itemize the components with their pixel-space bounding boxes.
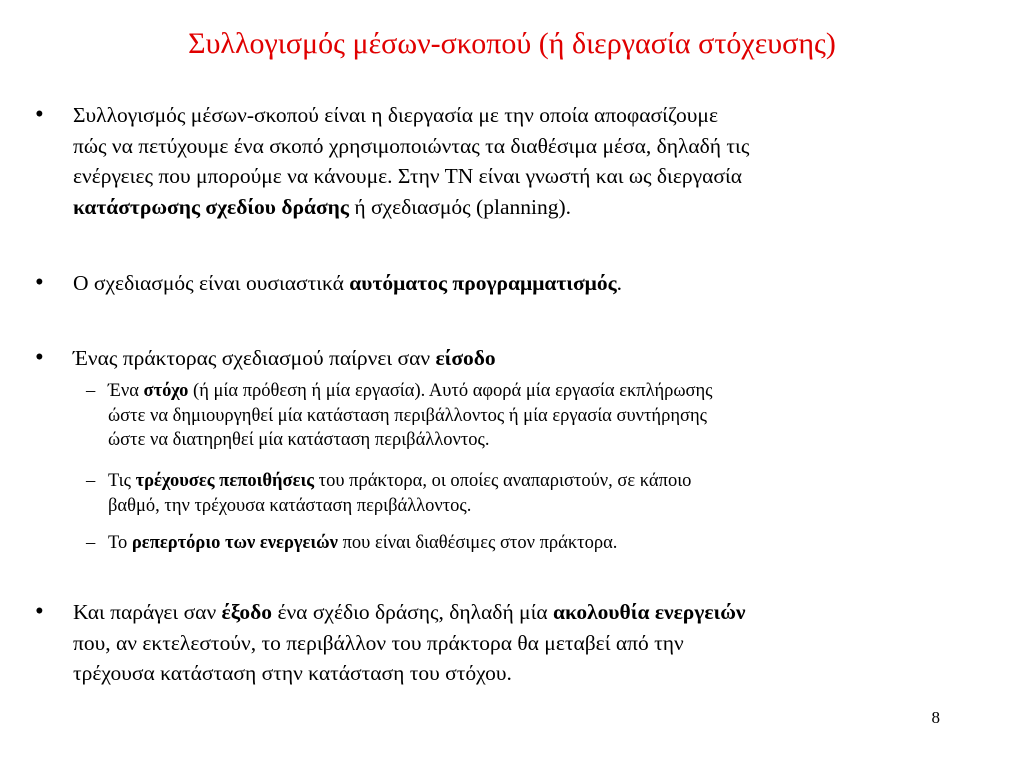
text-line: ενέργειες που μπορούμε να κάνουμε. Στην ΤΝ είναι γνωστή και ως διεργασία bbox=[73, 164, 742, 188]
text-fragment: . bbox=[616, 271, 623, 295]
bullet-marker: • bbox=[35, 598, 44, 625]
text-line bbox=[73, 597, 993, 628]
bullet-text bbox=[73, 268, 993, 299]
text-line: ώστε να διατηρηθεί μία κατάσταση περιβάλλοντος. bbox=[108, 430, 490, 450]
text-fragment: ή σχεδιασμός (planning). bbox=[348, 194, 571, 219]
bold-term: κατάστρωσης σχεδίου δράσης bbox=[73, 194, 349, 219]
text-fragment: ένα σχέδιο δράσης, δηλαδή μία bbox=[272, 600, 554, 624]
text-line bbox=[108, 379, 988, 404]
text-line bbox=[73, 343, 993, 374]
text-fragment: Ένας πράκτορας σχεδιασμού παίρνει σαν bbox=[73, 346, 436, 370]
text-line: τρέχουσα κατάσταση στην κατάσταση του στόχου. bbox=[73, 661, 512, 685]
text-line: Συλλογισμός μέσων-σκοπού είναι η διεργασία με την οποία αποφασίζουμε bbox=[73, 103, 718, 127]
text-fragment: Ένα bbox=[108, 381, 144, 401]
text-line: πώς να πετύχουμε ένα σκοπό χρησιμοποιώντας τα διαθέσιμα μέσα, δηλαδή τις bbox=[73, 133, 750, 158]
subitem-text bbox=[108, 531, 988, 556]
bullet-marker: • bbox=[35, 101, 44, 128]
bullet-marker: • bbox=[35, 344, 44, 371]
page-number: 8 bbox=[931, 708, 940, 727]
text-fragment: Το bbox=[108, 533, 132, 553]
text-fragment: Και παράγει σαν bbox=[73, 600, 222, 624]
text-line bbox=[73, 268, 993, 299]
text-line: ώστε να δημιουργηθεί μία κατάσταση περιβάλλοντος ή μία εργασία συντήρησης bbox=[108, 405, 707, 426]
dash-marker: – bbox=[86, 471, 96, 491]
bold-term: τρέχουσες πεποιθήσεις bbox=[135, 471, 315, 491]
bold-term: είσοδο bbox=[435, 346, 496, 370]
text-line bbox=[108, 469, 988, 494]
bold-term: αυτόματος προγραμματισμός bbox=[349, 271, 617, 295]
bold-term: ακολουθία ενεργειών bbox=[553, 600, 746, 624]
bullet-text bbox=[73, 343, 993, 374]
text-fragment: που είναι διαθέσιμες στον πράκτορα. bbox=[337, 533, 618, 553]
text-line: που, αν εκτελεστούν, το περιβάλλον του πράκτορα θα μεταβεί από την bbox=[73, 630, 684, 655]
text-line bbox=[73, 192, 993, 223]
bold-term: έξοδο bbox=[221, 600, 273, 624]
slide-title: Συλλογισμός μέσων-σκοπού (ή διεργασία στόχευσης) bbox=[188, 27, 836, 60]
dash-marker: – bbox=[86, 381, 96, 401]
text-fragment: του πράκτορα, οι οποίες αναπαριστούν, σε κάποιο bbox=[314, 471, 692, 491]
text-fragment: (ή μία πρόθεση ή μία εργασία). Αυτό αφορά μία εργασία εκπλήρωσης bbox=[188, 381, 713, 401]
subitem-text bbox=[108, 469, 988, 518]
text-fragment: Ο σχεδιασμός είναι ουσιαστικά bbox=[73, 271, 350, 295]
text-line: βαθμό, την τρέχουσα κατάσταση περιβάλλοντος. bbox=[108, 495, 472, 516]
dash-marker: – bbox=[86, 533, 96, 553]
text-line bbox=[108, 531, 988, 556]
bold-term: στόχο bbox=[143, 381, 189, 401]
text-fragment: Τις bbox=[108, 471, 136, 491]
bold-term: ρεπερτόριο των ενεργειών bbox=[131, 533, 338, 553]
bullet-marker: • bbox=[35, 269, 44, 296]
subitem-text bbox=[108, 379, 988, 453]
bullet-text bbox=[73, 597, 993, 689]
bullet-text bbox=[73, 100, 993, 222]
